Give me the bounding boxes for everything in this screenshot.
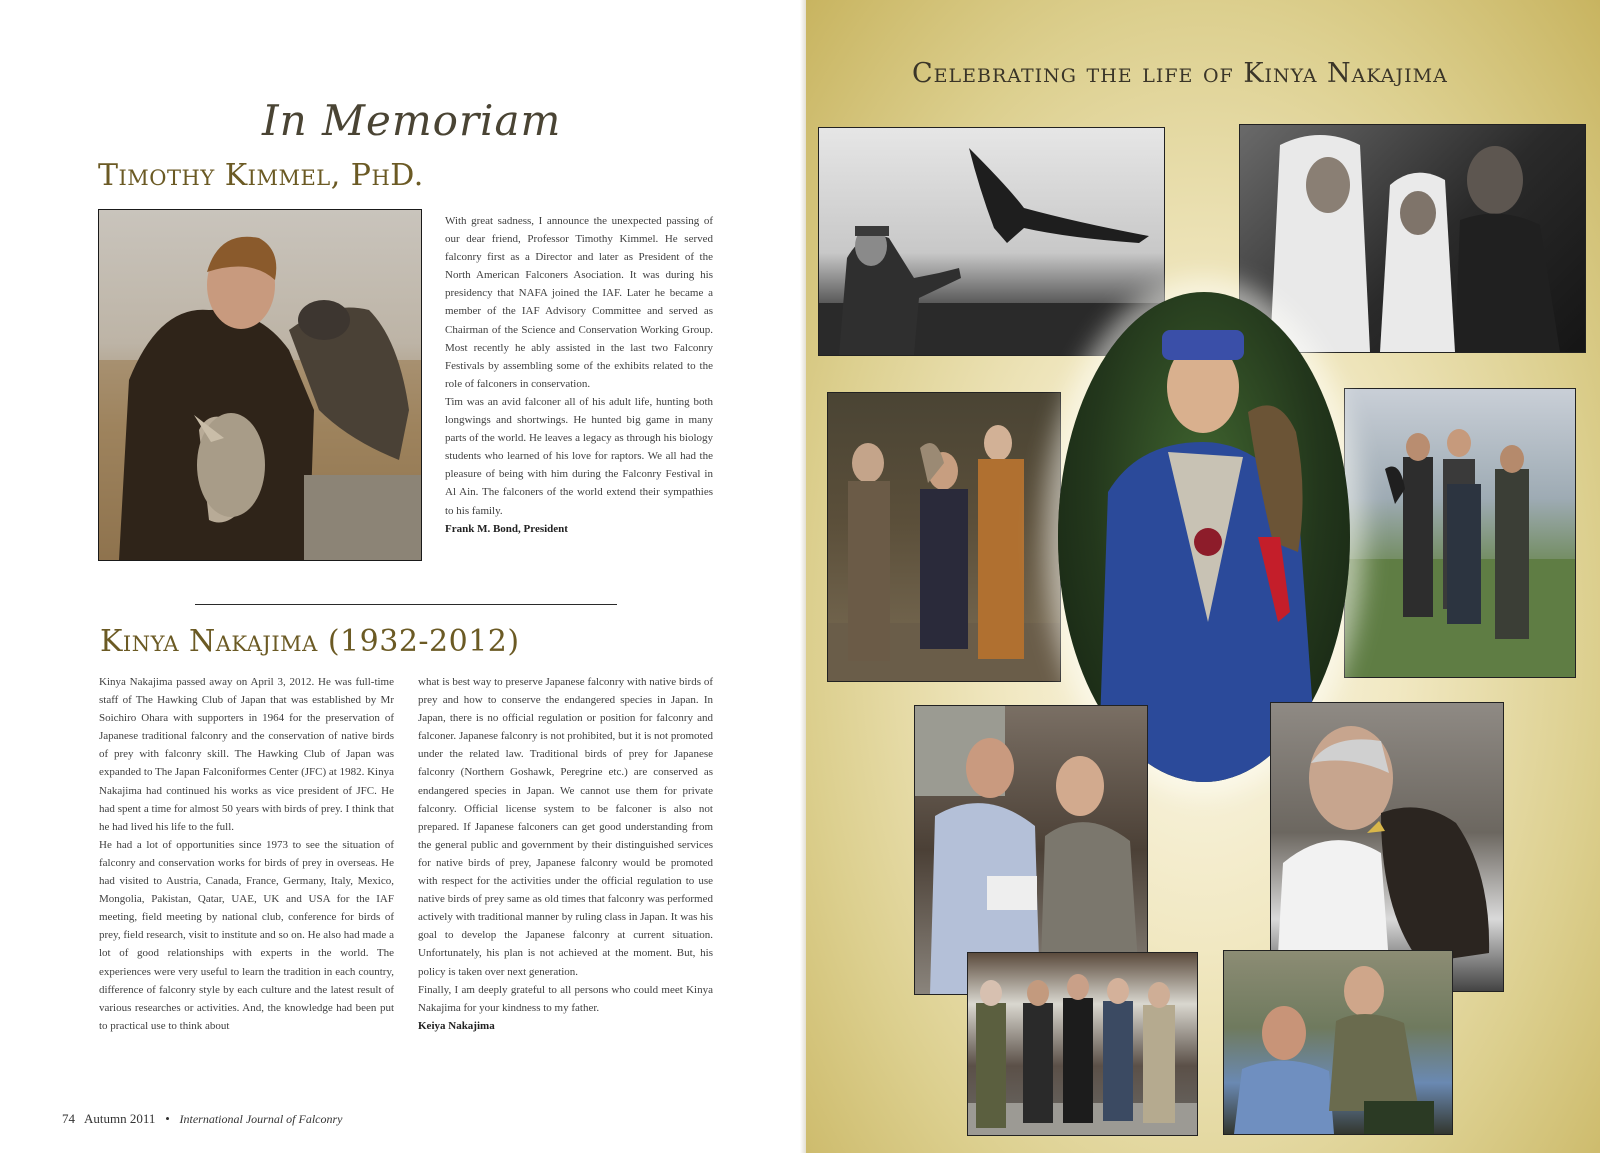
kimmel-photo bbox=[98, 209, 422, 561]
section-divider bbox=[195, 604, 617, 605]
kimmel-signature: Frank M. Bond, President bbox=[445, 522, 568, 535]
kimmel-paragraph: Tim was an avid falconer all of his adult life, hunting both longwings and shortwings. He hunted big game in many parts of the world. He leaves a legacy as through his biology students who learned of his love for raptors. We all had the pleasure of being with him during the Falconry Festival in Al Ain. The falconers of the world extend their sympathies to his family. bbox=[445, 395, 713, 517]
nakajima-column-b bbox=[418, 673, 713, 1035]
nakajima-heading: Kinya Nakajima (1932-2012) bbox=[100, 624, 520, 659]
photo-group-with-falcon bbox=[827, 392, 1061, 682]
photo-group-outdoors-image bbox=[968, 953, 1197, 1135]
photo-two-men-reading-image bbox=[915, 706, 1147, 994]
kimmel-text bbox=[445, 212, 713, 538]
celebration-title: Celebrating the life of Kinya Nakajima bbox=[912, 58, 1448, 89]
issue-label: Autumn 2011 bbox=[84, 1111, 156, 1126]
photo-man-with-eagle-image bbox=[1271, 703, 1503, 991]
kimmel-heading: Timothy Kimmel, PhD. bbox=[98, 158, 424, 193]
photo-two-men-seated bbox=[1223, 950, 1453, 1135]
photo-group-outdoors bbox=[967, 952, 1198, 1136]
nakajima-column-a bbox=[99, 673, 394, 1035]
page-number: 74 bbox=[62, 1111, 75, 1126]
photo-group-with-falcon-image bbox=[828, 393, 1060, 681]
journal-name: International Journal of Falconry bbox=[179, 1112, 343, 1126]
nakajima-signature: Keiya Nakajima bbox=[418, 1019, 495, 1032]
footer-separator: • bbox=[165, 1111, 170, 1126]
kimmel-photo-image bbox=[99, 210, 421, 560]
photo-field-group-image bbox=[1345, 389, 1575, 677]
photo-two-men-seated-image bbox=[1224, 951, 1452, 1134]
nakajima-paragraph: Kinya Nakajima passed away on April 3, 2012. He was full-time staff of The Hawking Club of Japan that was established by Mr Soichiro Ohara with supporters in 1964 for the preservation of Japanese traditional falconry and the conservation of native birds of prey with falconry skill. The Hawking Club of Japan was expanded to The Japan Falconiformes Center (JFC) at 1982. Kinya Nakajima had continued his works as vice president of JFC. He had spent a time for almost 50 years with birds of prey. I think that he had lived his life to the full. bbox=[99, 676, 394, 833]
in-memoriam-heading: In Memoriam bbox=[262, 96, 562, 145]
photo-man-with-eagle bbox=[1270, 702, 1504, 992]
nakajima-paragraph: Finally, I am deeply grateful to all persons who could meet Kinya Nakajima for your kindness to my father. bbox=[418, 983, 713, 1014]
page-footer bbox=[62, 1111, 342, 1127]
kimmel-paragraph: With great sadness, I announce the unexpected passing of our dear friend, Professor Timothy Kimmel. He served falconry first as a Director and later as President of the North American Falconers Asociation. It was during his presidency that NAFA joined the IAF. Later he became a member of the IAF Advisory Committee and served as Chairman of the Science and Conservation Working Group. Most recently he ably assisted in the last two Falconry Festivals by assembling some of the exhibits related to the role of falconers in conservation. bbox=[445, 215, 713, 390]
nakajima-paragraph: what is best way to preserve Japanese falconry with native birds of prey and how to conserve the endangered species in Japan. In Japan, there is no official regulation or position for falconry and falconer. Japanese falconry is not prohibited, but it is not promoted under the related law. Traditional birds of prey for Japanese falconry (Northern Goshawk, Peregrine etc.) are conserved as endangered species in Japan. We cannot use them for private falconry. Official license system to be falconer is also not prepared. If Japanese falconers can get good understanding from the general public and government by their distinguished services for native birds of prey, Japanese falconry would be promoted with respect for the activities under the official regulation to use native birds of prey same as old times that falconry was performed actively with traditional manner by ruling class in Japan. It was his goal to develop the Japanese falconry at current situation. Unfortunately, his plan is not achieved at the moment. But, his policy is taken over next generation. bbox=[418, 676, 713, 978]
nakajima-paragraph: He had a lot of opportunities since 1973 to see the situation of falconry and conservation works for birds of prey in overseas. He had visited to Austria, Canada, France, Germany, Italy, Mexico, Mongolia, Pakistan, Qatar, UAE, UK and USA for the IAF meeting, field meeting by national club, conference for birds of prey, field research, visit to institute and so on. He also had made a lot of good relationships with experts in the world. The experiences were very useful to learn the tradition in each country, difference of falconry style by each culture and the latest result of various researches or activities. And, the knowledge had been put to practical use to think about bbox=[99, 838, 394, 1032]
photo-field-group bbox=[1344, 388, 1576, 678]
